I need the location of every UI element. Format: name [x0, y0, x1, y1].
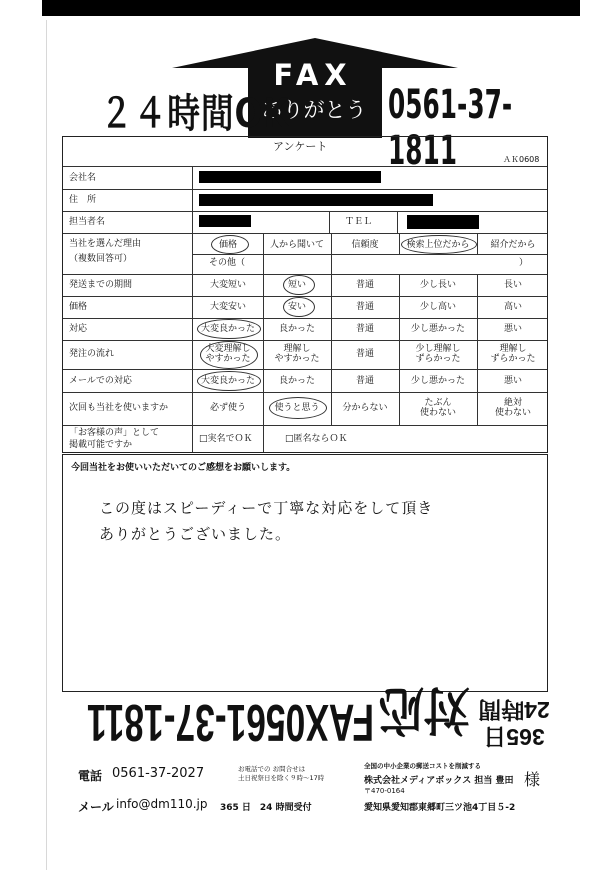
voice-option-anonymous: □匿名ならＯＫ [285, 434, 348, 444]
reason-label: 当社を選んだ理由 [69, 239, 142, 249]
option-cell: 大変短い [209, 280, 246, 290]
footer-address: 愛知県愛知郡東郷町三ツ池4丁目５-2 [364, 803, 516, 813]
reason-option: 信頼度 [351, 240, 379, 250]
selected-circle [401, 235, 477, 254]
comment-box [62, 454, 548, 692]
redacted-company [199, 171, 381, 183]
form-code: ＡＫ0608 [503, 155, 540, 164]
reason-other-close: ） [519, 258, 529, 268]
row-divider [63, 340, 547, 341]
column-divider [329, 211, 330, 233]
row-divider [63, 392, 547, 393]
option-cell: 大変良かった [200, 376, 255, 386]
voice-option-real-name: □実名でＯＫ [199, 434, 253, 444]
option-cell: 普通 [355, 376, 374, 386]
banner-hours: 24時間 [478, 697, 550, 723]
option-cell: 高い [503, 302, 522, 312]
footer-mail[interactable]: info@dm110.jp [116, 797, 208, 811]
handwritten-comment-line2: ありがとうございました。 [99, 525, 292, 543]
reason-option: 人から聞いて [269, 240, 324, 250]
row-divider [63, 166, 547, 167]
page-edge-line [46, 20, 47, 870]
fax-phone-heading: 0561-37-1811 [388, 82, 513, 174]
option-cell: 少し悪かった [410, 376, 465, 386]
option-cell: 絶対 使わない [494, 398, 531, 418]
footer-tel-note1: お電話での お問合せは [238, 765, 306, 773]
arigatou-text: ありがとう [261, 98, 367, 122]
row-divider [63, 189, 547, 190]
banner-fax-number: FAX0561-37-1811 [86, 693, 374, 751]
option-cell: 少し長い [419, 280, 456, 290]
row-label-shipping: 発送までの期間 [69, 280, 133, 290]
row-divider [193, 254, 547, 255]
reason-option: 検索上位だから [406, 240, 470, 250]
footer-tagline: 全国の中小企業の郵送コストを削減する [364, 762, 481, 770]
hours-ok-heading: ２４時間OK [100, 91, 290, 137]
redacted-address [199, 194, 433, 206]
footer-sama: 様 [524, 770, 541, 789]
banner-days: 365日 [483, 724, 545, 750]
form-title: アンケート [273, 140, 328, 153]
selected-circle [200, 341, 258, 369]
option-cell: 普通 [355, 324, 374, 334]
row-divider [63, 211, 547, 212]
option-cell: 大変良かった [200, 324, 255, 334]
option-cell: 少し理解し ずらかった [415, 344, 461, 364]
option-cell: 悪い [503, 376, 522, 386]
top-black-bar [42, 0, 580, 16]
footer-zip: 〒470-0164 [364, 787, 405, 795]
reason-sublabel: （複数回答可） [69, 254, 133, 264]
option-cell: 普通 [355, 280, 374, 290]
handwritten-comment-line1: この度はスピーディーで丁寧な対応をして頂き [99, 499, 434, 517]
row-divider [63, 369, 547, 370]
row-label-order-flow: 発注の流れ [69, 349, 115, 359]
voice-sublabel: 掲載可能ですか [69, 440, 133, 450]
option-cell: 良かった [278, 376, 315, 386]
row-divider [63, 318, 547, 319]
selected-circle [269, 397, 327, 419]
selected-circle [211, 235, 249, 254]
footer-tel-note2: 土日祝祭日を除く９時〜17時 [238, 774, 325, 782]
selected-circle [197, 319, 261, 339]
option-cell: 普通 [355, 349, 374, 359]
option-cell: 理解し ずらかった [490, 344, 536, 364]
option-cell: 必ず使う [209, 403, 246, 413]
reason-option: 価格 [218, 240, 237, 250]
option-cell: 大変安い [209, 302, 246, 312]
person-label: 担当者名 [69, 217, 106, 227]
comment-label: 今回当社をお使いいただいてのご感想をお願いします。 [71, 463, 296, 473]
reason-option: 紹介だから [490, 240, 536, 250]
footer-company: 株式会社メディアボックス 担当 豊田 [364, 776, 514, 786]
option-cell: 普通 [355, 302, 374, 312]
banner-taiou: 対応 [378, 680, 470, 738]
option-cell: 安い [287, 302, 306, 312]
banner-365 [476, 696, 552, 750]
selected-circle [283, 275, 315, 295]
selected-circle [197, 371, 261, 391]
voice-label: 「お客様の声」として [69, 428, 160, 438]
survey-form [62, 136, 548, 453]
row-label-next-time: 次回も当社を使いますか [69, 403, 169, 413]
row-label-price: 価格 [69, 302, 88, 312]
option-cell: 少し悪かった [410, 324, 465, 334]
footer-mail-label: メール [78, 800, 114, 814]
row-label-support: 対応 [69, 324, 88, 334]
selected-circle [283, 297, 315, 317]
row-divider [63, 425, 547, 426]
reason-other: その他（ [209, 258, 246, 268]
option-cell: 理解し やすかった [274, 344, 320, 364]
option-cell: 少し高い [419, 302, 456, 312]
option-cell: 短い [287, 280, 306, 290]
option-cell: 分からない [342, 403, 388, 413]
option-cell: 長い [503, 280, 522, 290]
row-label-email: メールでの対応 [69, 376, 132, 386]
company-label: 会社名 [69, 173, 97, 183]
footer-tel: 0561-37-2027 [112, 766, 205, 781]
upside-down-fax-banner [62, 680, 552, 752]
option-cell: たぶん 使わない [419, 398, 456, 418]
fax-title: FAX [273, 58, 353, 92]
option-cell: 使うと思う [274, 403, 320, 413]
option-cell: 悪い [503, 324, 522, 334]
option-cell: 大変理解し やすかった [205, 344, 251, 364]
redacted-tel [407, 215, 479, 229]
option-cell: 良かった [278, 324, 315, 334]
footer-days: 365 日 24 時間受付 [220, 803, 312, 813]
row-divider [63, 233, 547, 234]
column-divider [263, 233, 264, 452]
footer-tel-label: 電話 [78, 769, 103, 783]
redacted-person [199, 215, 251, 227]
address-label: 住 所 [69, 195, 97, 205]
tel-label: ＴＥＬ [345, 217, 373, 227]
column-divider [397, 211, 398, 233]
